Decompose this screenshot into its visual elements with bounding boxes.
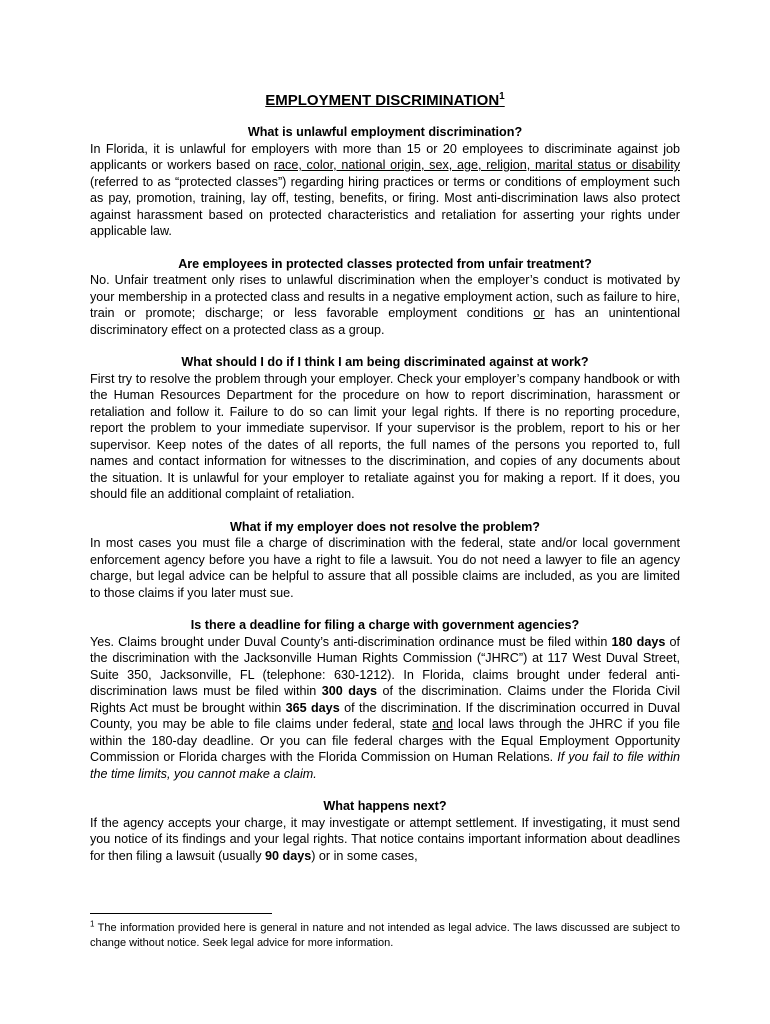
section-answer: Yes. Claims brought under Duval County’s anti-discrimination ordinance must be filed within 180 days of the discrimination with the Jacksonville Human Rights Commission (“JHRC”) at 117 West Duval Street, Suite 350, Jacksonville, FL (telephone: 630-1212). In Florida, claims brought under federal anti-discrimination laws must be filed within 300 days of the discrimination. Claims under the Florida Civil Rights Act must be brought within 365 days of the discrimination. If the discrimination occurred in Duval County, you may be able to file claims under federal, state and local laws through the JHRC if you file within the 180-day deadline. Or you can file federal charges with the Equal Employment Opportunity Commission or Florida charges with the Florida Commission on Human Relations. If you fail to file within the time limits, you cannot make a claim. (90, 634, 680, 781)
document-body (90, 92, 680, 880)
section-what-to-do (90, 354, 680, 503)
title-text: EMPLOYMENT DISCRIMINATION (265, 92, 500, 109)
section-answer: In Florida, it is unlawful for employers with more than 15 or 20 employees to discriminate against job applicants or workers based on race, color, national origin, sex, age, religion, marital status or disability (referred to as “protected classes”) regarding hiring practices or terms or conditions of employment such as pay, promotion, training, lay off, testing, benefits, or firing. Most anti-discrimination laws also protect against harassment based on protected characteristics and retaliation for asserting your rights under applicable law. (90, 141, 680, 238)
section-protected-classes (90, 256, 680, 339)
title-footnote-mark: 1 (499, 91, 505, 102)
section-answer: In most cases you must file a charge of discrimination with the federal, state and/or local government enforcement agency before you have a right to file a lawsuit. You do not need a lawyer to file an agency charge, but legal advice can be helpful to assure that all possible claims are included, as you are limited to those claims if you later must sue. (90, 536, 680, 600)
section-answer: No. Unfair treatment only rises to unlawful discrimination when the employer’s conduct is motivated by your membership in a protected class and results in a negative employment action, such as failure to hire, train or promote; discharge; or less favorable employment conditions or has an unintentional discriminatory effect on a protected class as a group. (90, 273, 680, 337)
section-question: Is there a deadline for filing a charge with government agencies? (190, 618, 580, 632)
footnote-mark: 1 (90, 919, 95, 929)
section-question: What should I do if I think I am being discriminated against at work? (181, 355, 589, 369)
section-answer: First try to resolve the problem through your employer. Check your employer’s company handbook or with the Human Resources Department for the procedure on how to report discrimination, harassment or retaliation and follow it. Failure to do so can limit your legal rights. If there is no reporting procedure, report the problem to your immediate supervisor. If your supervisor is the problem, report to his or her supervisor. Keep notes of the dates of all reports, the full names of the persons you reported to, full names and contact information for witnesses to the discrimination, and copies of any documents about the situation. It is unlawful for your employer to retaliate against you for making a report. If it does, you should file an additional complaint of retaliation. (90, 371, 680, 501)
section-unlawful-discrimination (90, 124, 680, 240)
section-question: What is unlawful employment discrimination? (247, 125, 523, 139)
footnote-divider (90, 913, 272, 914)
section-answer: If the agency accepts your charge, it may investigate or attempt settlement. If investigating, it must send you notice of its findings and your legal rights. That notice contains important information about deadlines for then filing a lawsuit (usually 90 days) or in some cases, (90, 815, 680, 863)
section-question: What happens next? (323, 799, 447, 813)
page-title (90, 92, 680, 110)
footnote (90, 921, 680, 951)
section-what-happens-next (90, 798, 680, 864)
section-question: What if my employer does not resolve the problem? (229, 519, 540, 534)
footnote-text: The information provided here is general in nature and not intended as legal advice. The laws discussed are subject to change without notice. Seek legal advice for more information. (90, 922, 680, 949)
section-question: Are employees in protected classes protected from unfair treatment? (178, 256, 592, 271)
section-employer-not-resolve (90, 519, 680, 602)
section-deadline (90, 617, 680, 782)
